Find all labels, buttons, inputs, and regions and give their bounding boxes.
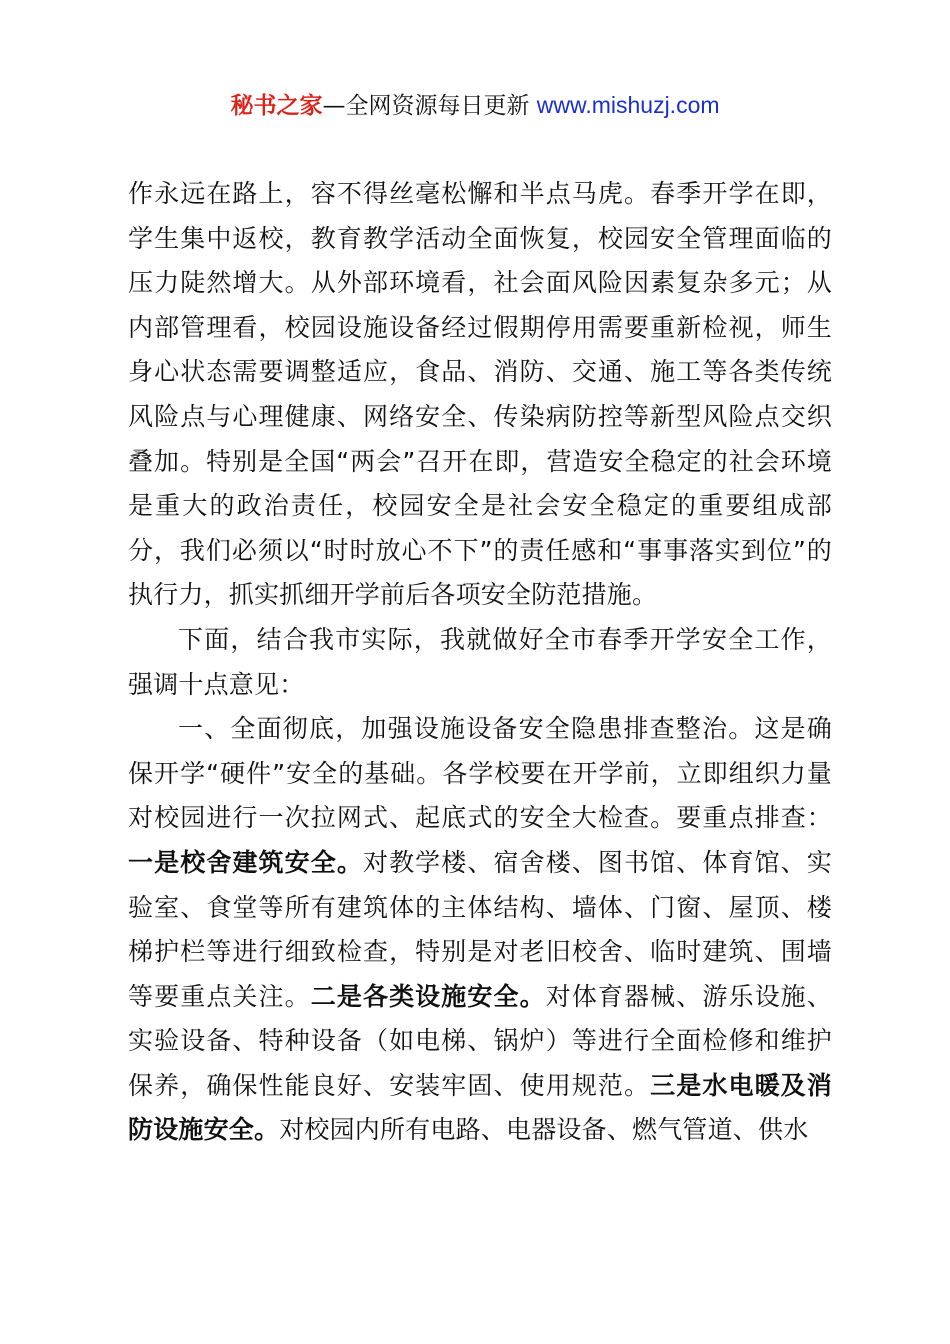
site-header [0, 86, 950, 125]
sub-heading-facility-safety: 二是各类设施安全。 [310, 981, 546, 1011]
paragraph-intro: 下面，结合我市实际，我就做好全市春季开学安全工作，强调十点意见： [128, 624, 832, 699]
sub-heading-building-safety: 一是校舍建筑安全。 [128, 847, 363, 877]
sub-heading-utility-fire-safety: 三是水电暖及消防设施安全。 [128, 1070, 832, 1145]
paragraph-continued: 作永远在路上，容不得丝毫松懈和半点马虎。春季开学在即，学生集中返校，教育教学活动全面恢复，校园安全管理面临的压力陡然增大。从外部环境看，社会面风险因素复杂多元；从内部管理看，校园设施设备经过假期停用需要重新检视，师生身心状态需要调整适应，食品、消防、交通、施工等各类传统风险点与心理健康、网络安全、传染病防控等新型风险点交织叠加。特别是全国“两会”召开在即，营造安全稳定的社会环境是重大的政治责任，校园安全是社会安全稳定的重要组成部分，我们必须以“时时放心不下”的责任感和“事事落实到位”的执行力，抓实抓细开学前后各项安全防范措施。 [128, 179, 832, 610]
brand-name: 秘书之家 [230, 93, 323, 119]
facility-safety-text: 对体育器械、游乐设施、实验设备、特种设备（如电梯、锅炉）等进行全面检修和维护保养，确保性能良好、安装牢固、使用规范。 [128, 981, 832, 1100]
site-url-link[interactable]: www.mishuzj.com [536, 92, 720, 118]
paragraph-point-one [128, 707, 832, 1153]
building-safety-text: 对教学楼、宿舍楼、图书馆、体育馆、实验室、食堂等所有建筑体的主体结构、墙体、门窗、屋顶、楼梯护栏等进行细致检查，特别是对老旧校舍、临时建筑、围墙等要重点关注。 [128, 847, 832, 1011]
utility-fire-safety-text: 对校园内所有电路、电器设备、燃气管道、供水 [279, 1115, 809, 1145]
document-body [128, 172, 832, 1153]
point-one-lead: 一、全面彻底，加强设施设备安全隐患排查整治。这是确保开学“硬件”安全的基础。各学校要在开学前，立即组织力量对校园进行一次拉网式、起底式的安全大检查。要重点排查： [128, 714, 832, 833]
header-tagline: —全网资源每日更新 [322, 93, 537, 119]
